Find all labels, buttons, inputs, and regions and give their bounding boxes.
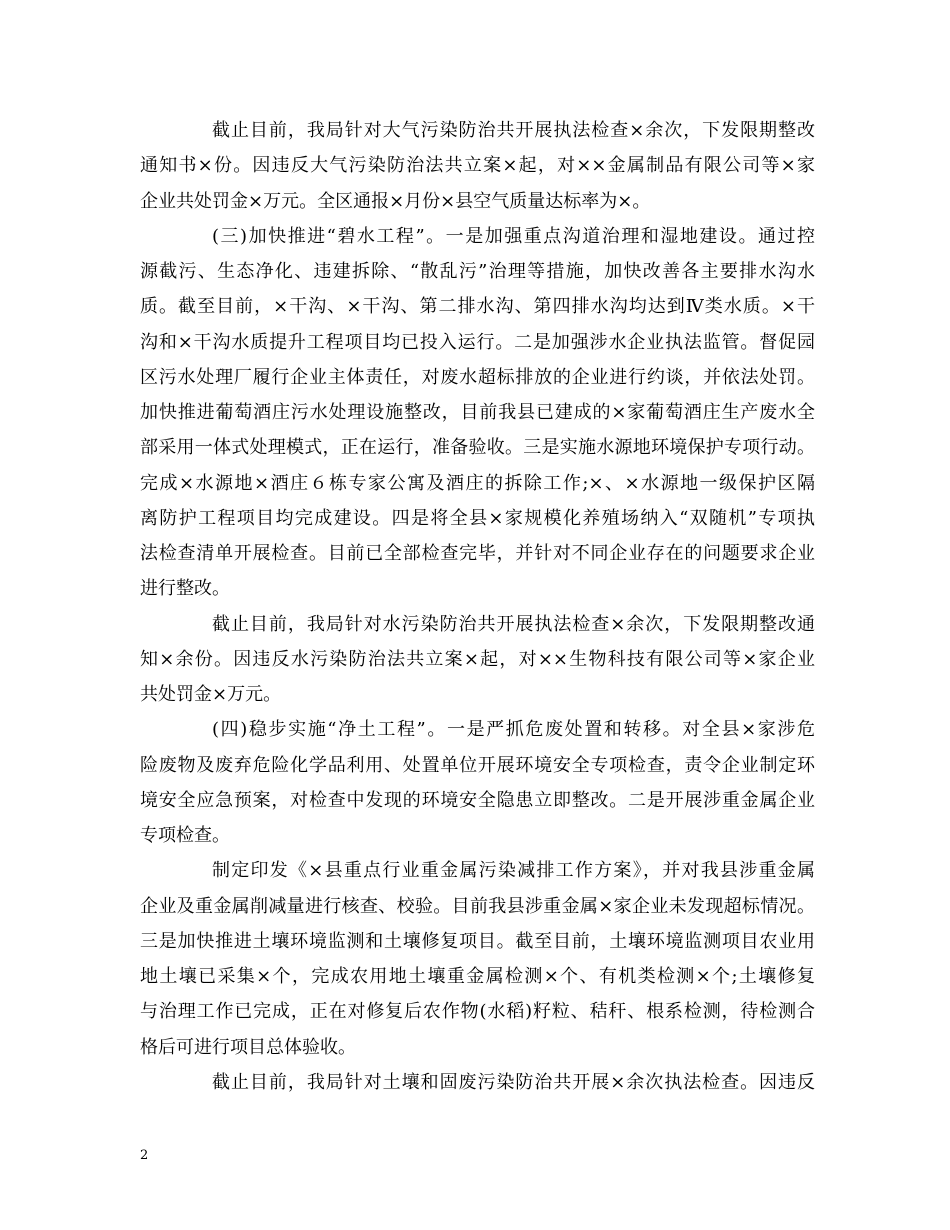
paragraph-clear-water-project (140, 219, 815, 607)
paragraph-air-inspection (140, 113, 815, 219)
text-line: 法检查清单开展检查。目前已全部检查完毕，并针对不同企业存在的问题要求企业 (140, 543, 815, 564)
text-line: 离防护工程项目均完成建设。四是将全县×家规模化养殖场纳入“双随机”专项执 (140, 507, 815, 529)
text-line: 三是加快推进土壤环境监测和土壤修复项目。截至目前，土壤环境监测项目农业用 (140, 930, 815, 952)
text-line: 境安全应急预案，对检查中发现的环境安全隐患立即整改。二是开展涉重金属企业 (140, 789, 815, 811)
text-line: 截止目前，我局针对大气污染防治共开展执法检查×余次，下发限期整改 (212, 120, 815, 141)
text-line: 源截污、生态净化、违建拆除、“散乱污”治理等措施，加快改善各主要排水沟水 (140, 261, 815, 282)
paragraph-clean-soil-project (140, 712, 815, 853)
text-line: 与治理工作已完成，正在对修复后农作物(水稻)籽粒、秸秆、根系检测，待检测合 (140, 1001, 815, 1023)
text-line: 完成×水源地×酒庄６栋专家公寓及酒庄的拆除工作;×、×水源地一级保护区隔 (140, 472, 815, 494)
paragraph-soil-inspection (140, 1065, 815, 1100)
page-number: 2 (140, 1148, 149, 1163)
text-line: 地土壤已采集×个，完成农用地土壤重金属检测×个、有机类检测×个;土壤修复 (140, 966, 815, 987)
text-line: 截止目前，我局针对土壤和固废污染防治共开展×余次执法检查。因违反 (212, 1071, 815, 1093)
text-line: 质。截至目前，×干沟、×干沟、第二排水沟、第四排水沟均达到Ⅳ类水质。×干 (140, 296, 815, 318)
text-line: 进行整改。 (140, 578, 230, 600)
paragraph-water-inspection (140, 607, 815, 713)
text-line: 企业及重金属削减量进行核查、校验。目前我县涉重金属×家企业未发现超标情况。 (140, 895, 815, 917)
text-line: 通知书×份。因违反大气污染防治法共立案×起，对××金属制品有限公司等×家 (140, 155, 815, 177)
text-line: (三)加快推进“碧水工程”。一是加强重点沟道治理和湿地建设。通过控 (212, 225, 815, 247)
text-line: 制定印发《×县重点行业重金属污染减排工作方案》，并对我县涉重金属 (212, 860, 815, 882)
text-line: 险废物及废弃危险化学品利用、处置单位开展环境安全专项检查，责令企业制定环 (140, 754, 815, 776)
text-line: 知×余份。因违反水污染防治法共立案×起，对××生物科技有限公司等×家企业 (140, 648, 815, 670)
text-line: (四)稳步实施“净土工程”。一是严抓危废处置和转移。对全县×家涉危 (212, 719, 815, 741)
text-line: 区污水处理厂履行企业主体责任，对废水超标排放的企业进行约谈，并依法处罚。 (140, 366, 815, 388)
text-line: 共处罚金×万元。 (140, 684, 282, 705)
text-line: 加快推进葡萄酒庄污水处理设施整改，目前我县已建成的×家葡萄酒庄生产废水全 (140, 402, 815, 423)
text-line: 企业共处罚金×万元。全区通报×月份×县空气质量达标率为×。 (140, 190, 651, 212)
text-line: 部采用一体式处理模式，正在运行，准备验收。三是实施水源地环境保护专项行动。 (140, 437, 815, 459)
text-line: 格后可进行项目总体验收。 (140, 1036, 356, 1058)
text-line: 沟和×干沟水质提升工程项目均已投入运行。二是加强涉水企业执法监管。督促园 (140, 331, 815, 353)
document-body (140, 113, 815, 1100)
text-line: 专项检查。 (140, 825, 230, 846)
text-line: 截止目前，我局针对水污染防治共开展执法检查×余次，下发限期整改通 (212, 613, 815, 635)
paragraph-heavy-metal-plan (140, 853, 815, 1065)
